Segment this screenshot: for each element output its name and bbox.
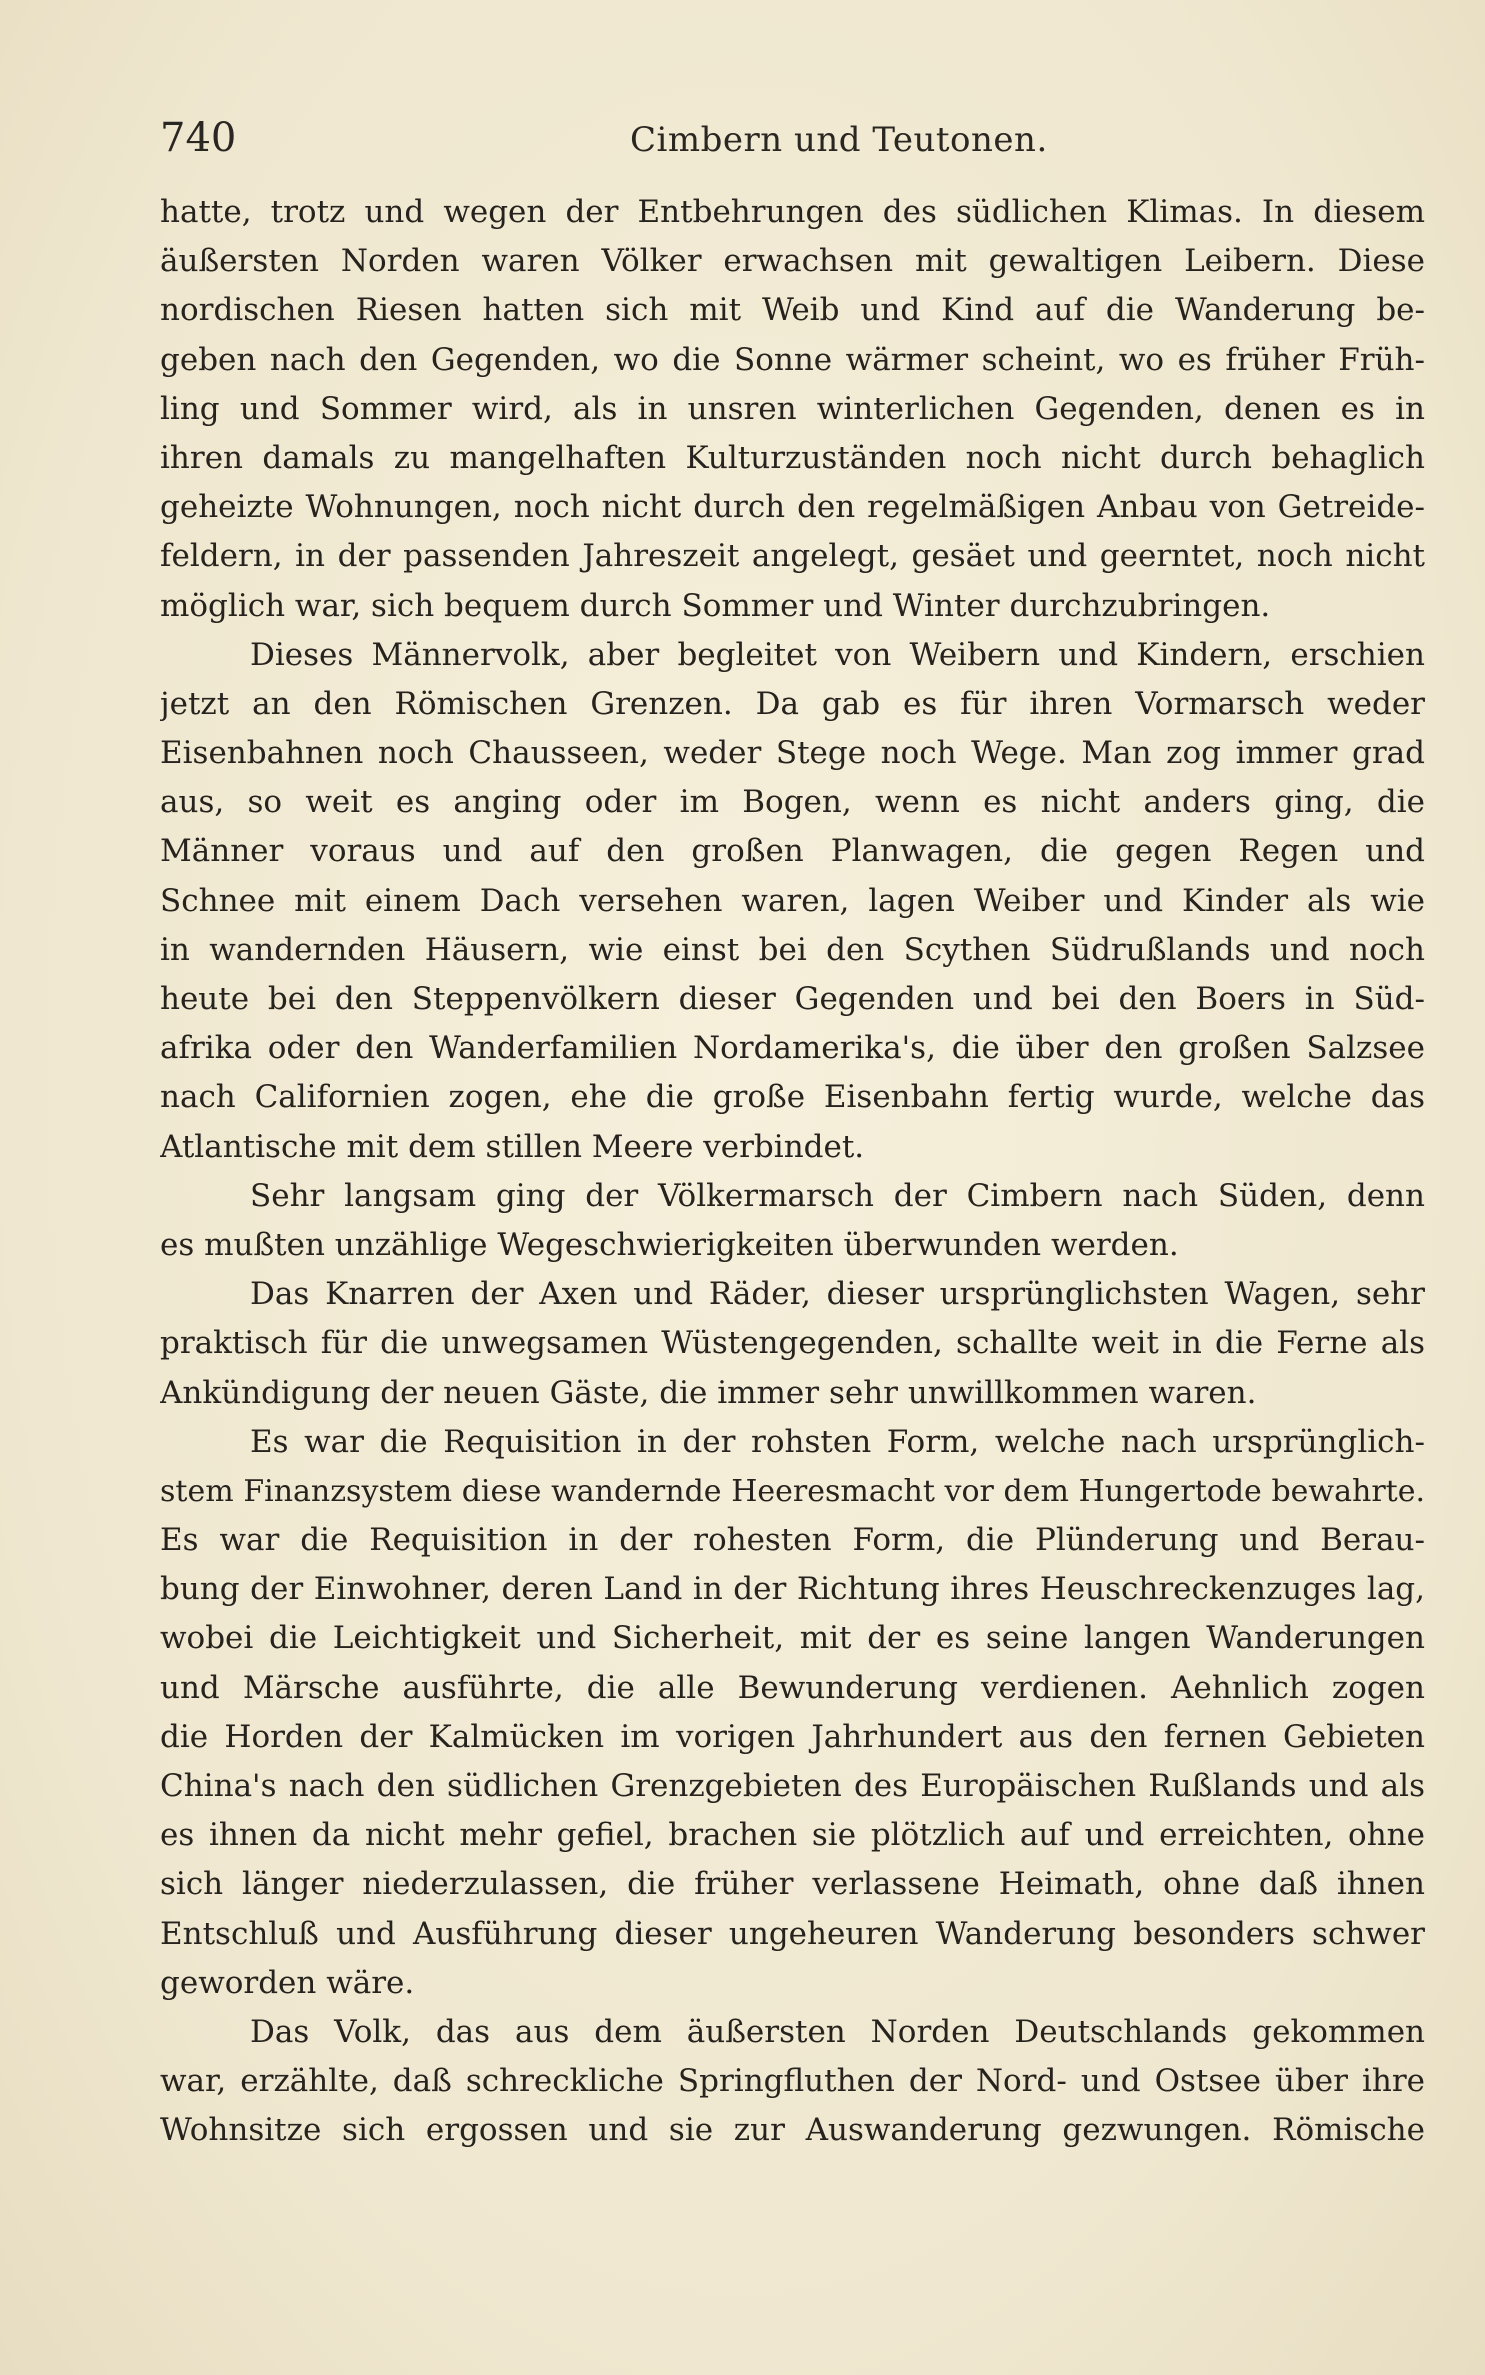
running-head: Cimbern und Teutonen. <box>630 120 1048 160</box>
text-line: ihren damals zu mangelhaften Kulturzuständen noch nicht durch behaglich <box>160 439 1425 476</box>
text-line: war, erzählte, daß schreckliche Springfluthen der Nord- und Ostsee über ihre <box>160 2063 1425 2100</box>
text-line: Sehr langsam ging der Völkermarsch der Cimbern nach Süden, denn <box>250 1177 1425 1214</box>
text-line: Das Knarren der Axen und Räder, dieser ursprünglichsten Wagen, sehr <box>250 1276 1425 1313</box>
text-line: Atlantische mit dem stillen Meere verbindet. <box>160 1128 865 1165</box>
text-line: und Märsche ausführte, die alle Bewunderung verdienen. Aehnlich zogen <box>160 1669 1425 1706</box>
text-line: China's nach den südlichen Grenzgebieten des Europäischen Rußlands und als <box>160 1768 1425 1804</box>
text-line: wobei die Leichtigkeit und Sicherheit, mit der es seine langen Wanderungen <box>160 1620 1425 1657</box>
text-line: Es war die Requisition in der rohesten Form, die Plünderung und Berau- <box>160 1522 1425 1559</box>
text-line: es mußten unzählige Wegeschwierigkeiten überwunden werden. <box>160 1226 1179 1263</box>
text-line: Das Volk, das aus dem äußersten Norden Deutschlands gekommen <box>250 2013 1425 2050</box>
text-line: geben nach den Gegenden, wo die Sonne wärmer scheint, wo es früher Früh- <box>160 341 1425 378</box>
text-line: afrika oder den Wanderfamilien Nordamerika's, die über den großen Salzsee <box>160 1030 1425 1067</box>
text-line: möglich war, sich bequem durch Sommer und Winter durchzubringen. <box>160 587 1271 624</box>
text-line: Ankündigung der neuen Gäste, die immer sehr unwillkommen waren. <box>160 1374 1257 1411</box>
text-line: jetzt an den Römischen Grenzen. Da gab es für ihren Vormarsch weder <box>160 685 1425 722</box>
page-header <box>160 108 1425 168</box>
text-line: stem Finanzsystem diese wandernde Heeresmacht vor dem Hungertode bewahrte. <box>160 1473 1425 1509</box>
text-line: nordischen Riesen hatten sich mit Weib und Kind auf die Wanderung be- <box>160 292 1425 329</box>
text-line: hatte, trotz und wegen der Entbehrungen des südlichen Klimas. In diesem <box>160 194 1425 230</box>
text-line: Schnee mit einem Dach versehen waren, lagen Weiber und Kinder als wie <box>160 882 1425 919</box>
text-line: ling und Sommer wird, als in unsren winterlichen Gegenden, denen es in <box>160 390 1425 427</box>
text-line: nach Californien zogen, ehe die große Eisenbahn fertig wurde, welche das <box>160 1079 1425 1116</box>
text-line: Dieses Männervolk, aber begleitet von Weibern und Kindern, erschien <box>250 636 1425 673</box>
page-number: 740 <box>160 115 237 161</box>
text-line: feldern, in der passenden Jahreszeit angelegt, gesäet und geerntet, noch nicht <box>160 538 1425 575</box>
text-line: Wohnsitze sich ergossen und sie zur Auswanderung gezwungen. Römische <box>160 2112 1425 2149</box>
text-line: es ihnen da nicht mehr gefiel, brachen sie plötzlich auf und erreichten, ohne <box>160 1817 1425 1854</box>
text-line: aus, so weit es anging oder im Bogen, wenn es nicht anders ging, die <box>160 784 1425 821</box>
text-line: Entschluß und Ausführung dieser ungeheuren Wanderung besonders schwer <box>160 1915 1425 1952</box>
text-line: geworden wäre. <box>160 1964 415 2001</box>
text-line: Männer voraus und auf den großen Planwagen, die gegen Regen und <box>160 833 1425 870</box>
text-line: heute bei den Steppenvölkern dieser Gegenden und bei den Boers in Süd- <box>160 981 1425 1017</box>
text-line: bung der Einwohner, deren Land in der Richtung ihres Heuschreckenzuges lag, <box>160 1571 1425 1608</box>
text-line: in wandernden Häusern, wie einst bei den Scythen Südrußlands und noch <box>160 931 1425 968</box>
body-text <box>160 188 1425 2156</box>
text-line: Eisenbahnen noch Chausseen, weder Stege noch Wege. Man zog immer grad <box>160 735 1425 772</box>
text-line: Es war die Requisition in der rohsten Form, welche nach ursprünglich- <box>250 1423 1425 1460</box>
text-line: sich länger niederzulassen, die früher verlassene Heimath, ohne daß ihnen <box>160 1866 1425 1903</box>
text-line: die Horden der Kalmücken im vorigen Jahrhundert aus den fernen Gebieten <box>160 1718 1425 1755</box>
text-line: geheizte Wohnungen, noch nicht durch den regelmäßigen Anbau von Getreide- <box>160 489 1425 526</box>
text-line: äußersten Norden waren Völker erwachsen mit gewaltigen Leibern. Diese <box>160 243 1425 280</box>
text-line: praktisch für die unwegsamen Wüstengegenden, schallte weit in die Ferne als <box>160 1325 1425 1362</box>
